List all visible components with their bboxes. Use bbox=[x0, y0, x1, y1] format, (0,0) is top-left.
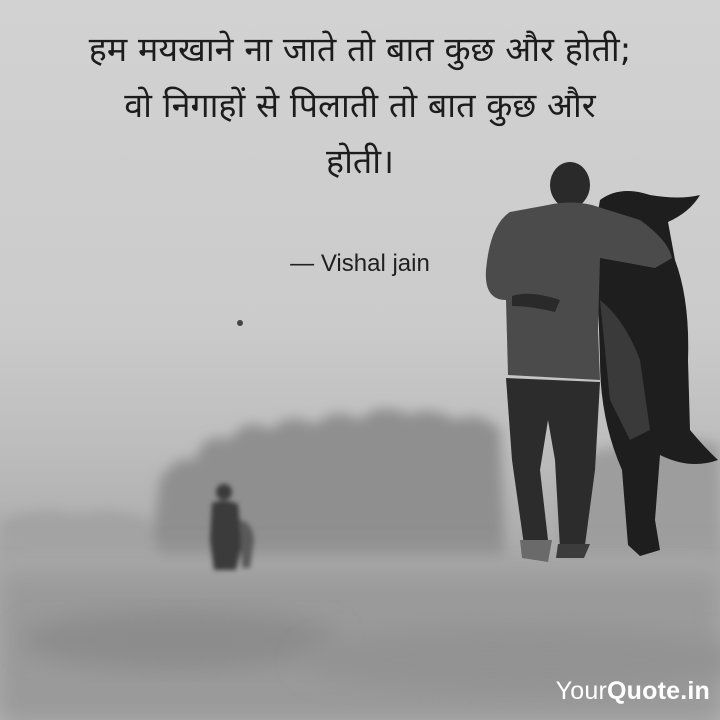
yourquote-logo[interactable] bbox=[556, 677, 710, 706]
brand-suffix: uote.in bbox=[626, 677, 710, 705]
quote-line-3: होती। bbox=[326, 142, 394, 182]
author-credit: — Vishal jain bbox=[290, 250, 430, 277]
brand-quote-letter: Q bbox=[607, 677, 627, 705]
quote-line-1: हम मयखाने ना जाते तो बात कुछ और होती; bbox=[88, 30, 632, 70]
dust-speck bbox=[237, 320, 243, 326]
quote-line-2: वो निगाहों से पिलाती तो बात कुछ और bbox=[124, 86, 596, 126]
brand-prefix: Your bbox=[555, 677, 607, 705]
quote-text bbox=[0, 22, 720, 190]
